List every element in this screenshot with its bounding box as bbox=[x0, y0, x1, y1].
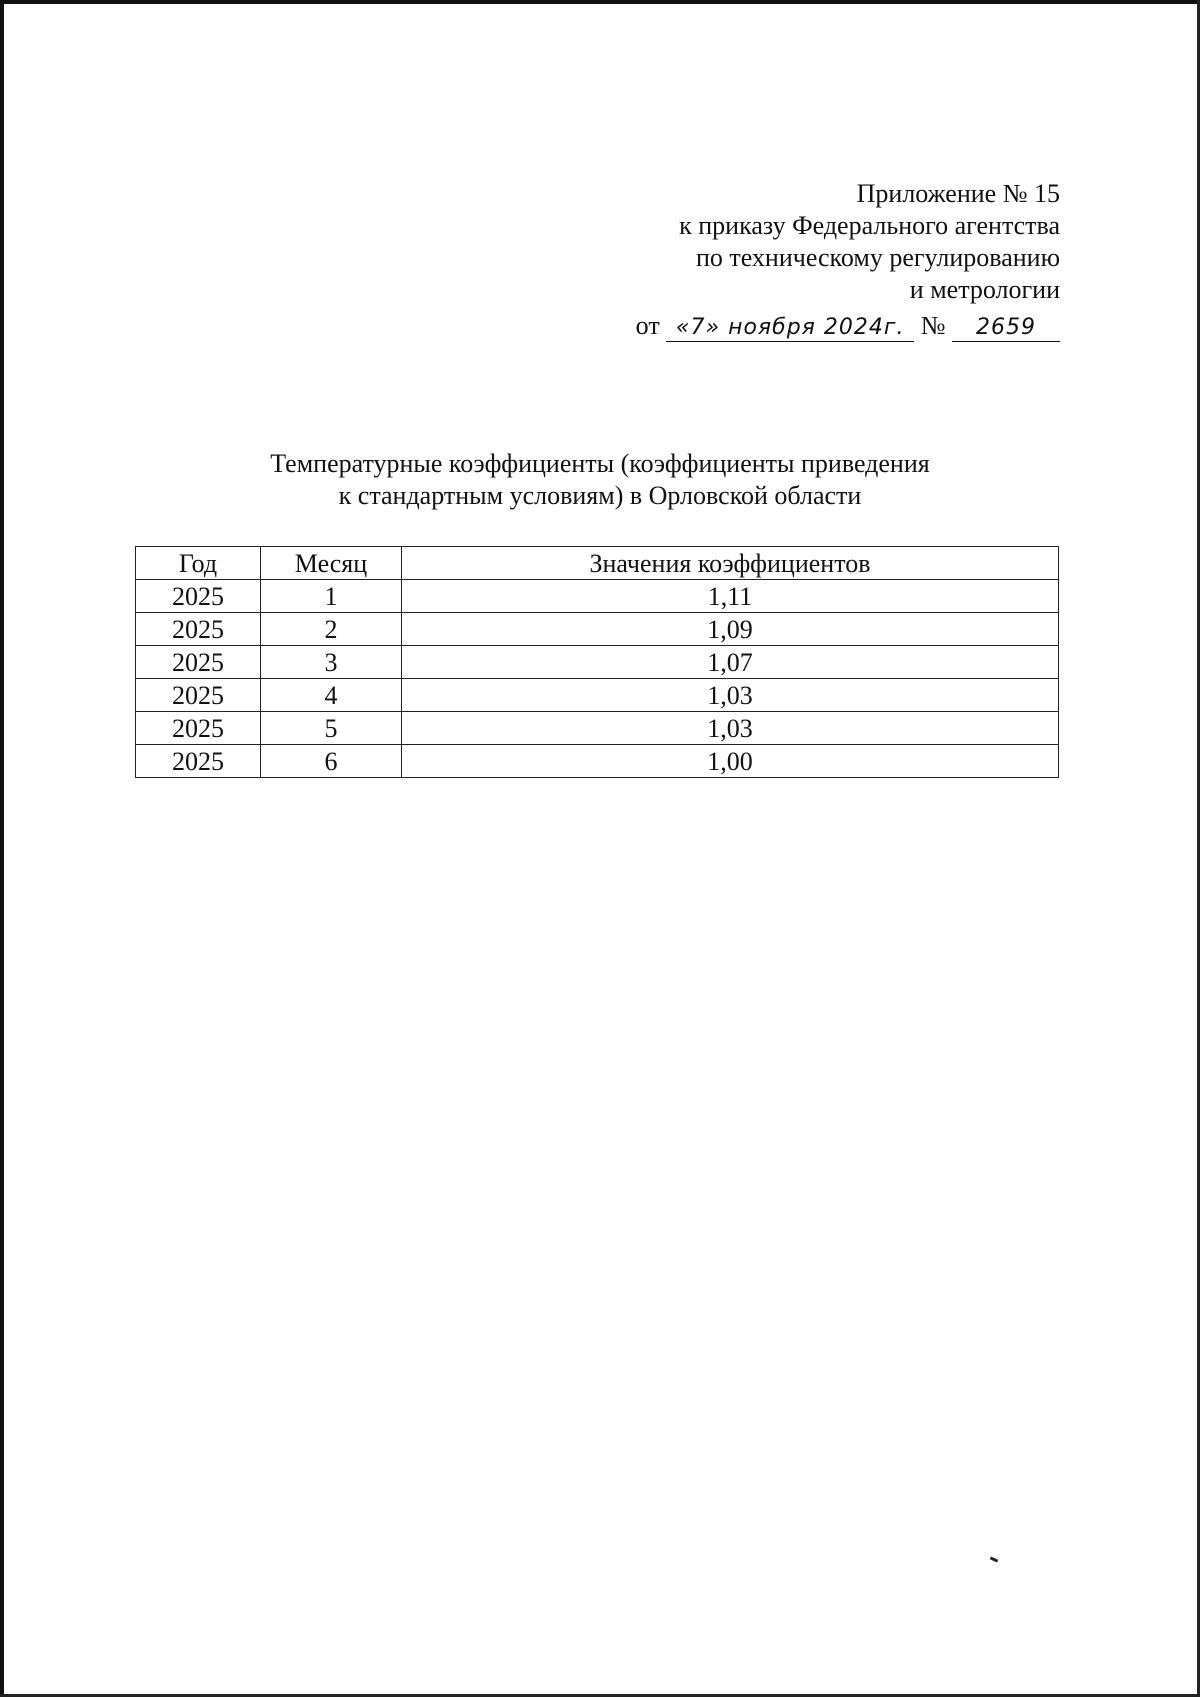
column-header-year: Год bbox=[136, 547, 261, 580]
handwritten-order-number: 2659 bbox=[952, 315, 1060, 342]
scan-edge-left bbox=[0, 0, 4, 1697]
cell-year: 2025 bbox=[136, 679, 261, 712]
cell-month: 4 bbox=[261, 679, 402, 712]
document-title-line-1: Температурные коэффициенты (коэффициенты приведения bbox=[270, 449, 930, 478]
table-header-row bbox=[136, 547, 1059, 580]
cell-year: 2025 bbox=[136, 646, 261, 679]
cell-month: 3 bbox=[261, 646, 402, 679]
appendix-number: Приложение № 15 bbox=[856, 179, 1060, 208]
column-header-coefficient: Значения коэффициентов bbox=[402, 547, 1059, 580]
cell-coefficient: 1,03 bbox=[402, 712, 1059, 745]
table-row bbox=[136, 679, 1059, 712]
cell-year: 2025 bbox=[136, 613, 261, 646]
document-title bbox=[130, 448, 1070, 512]
table-row bbox=[136, 646, 1059, 679]
cell-year: 2025 bbox=[136, 580, 261, 613]
cell-month: 6 bbox=[261, 745, 402, 778]
cell-year: 2025 bbox=[136, 712, 261, 745]
table-row bbox=[136, 712, 1059, 745]
cell-coefficient: 1,00 bbox=[402, 745, 1059, 778]
cell-coefficient: 1,09 bbox=[402, 613, 1059, 646]
cell-year: 2025 bbox=[136, 745, 261, 778]
order-date-line bbox=[500, 310, 1060, 342]
cell-coefficient: 1,03 bbox=[402, 679, 1059, 712]
appendix-header bbox=[500, 178, 1060, 342]
cell-month: 1 bbox=[261, 580, 402, 613]
handwritten-order-date: «7» ноября 2024г. bbox=[666, 315, 914, 342]
cell-coefficient: 1,11 bbox=[402, 580, 1059, 613]
column-header-month: Месяц bbox=[261, 547, 402, 580]
order-reference-line-2: по техническому регулированию bbox=[695, 243, 1060, 272]
date-prefix: от bbox=[635, 311, 660, 340]
scan-speck bbox=[990, 1556, 999, 1562]
cell-month: 2 bbox=[261, 613, 402, 646]
table-row bbox=[136, 580, 1059, 613]
cell-month: 5 bbox=[261, 712, 402, 745]
order-reference-line-3: и метрологии bbox=[909, 275, 1060, 304]
coefficients-table bbox=[135, 546, 1059, 778]
scan-edge-top bbox=[0, 0, 1200, 4]
document-title-line-2: к стандартным условиям) в Орловской области bbox=[338, 481, 862, 510]
table-row bbox=[136, 613, 1059, 646]
number-label: № bbox=[920, 311, 946, 340]
cell-coefficient: 1,07 bbox=[402, 646, 1059, 679]
order-reference-line-1: к приказу Федерального агентства bbox=[679, 211, 1060, 240]
table-row bbox=[136, 745, 1059, 778]
